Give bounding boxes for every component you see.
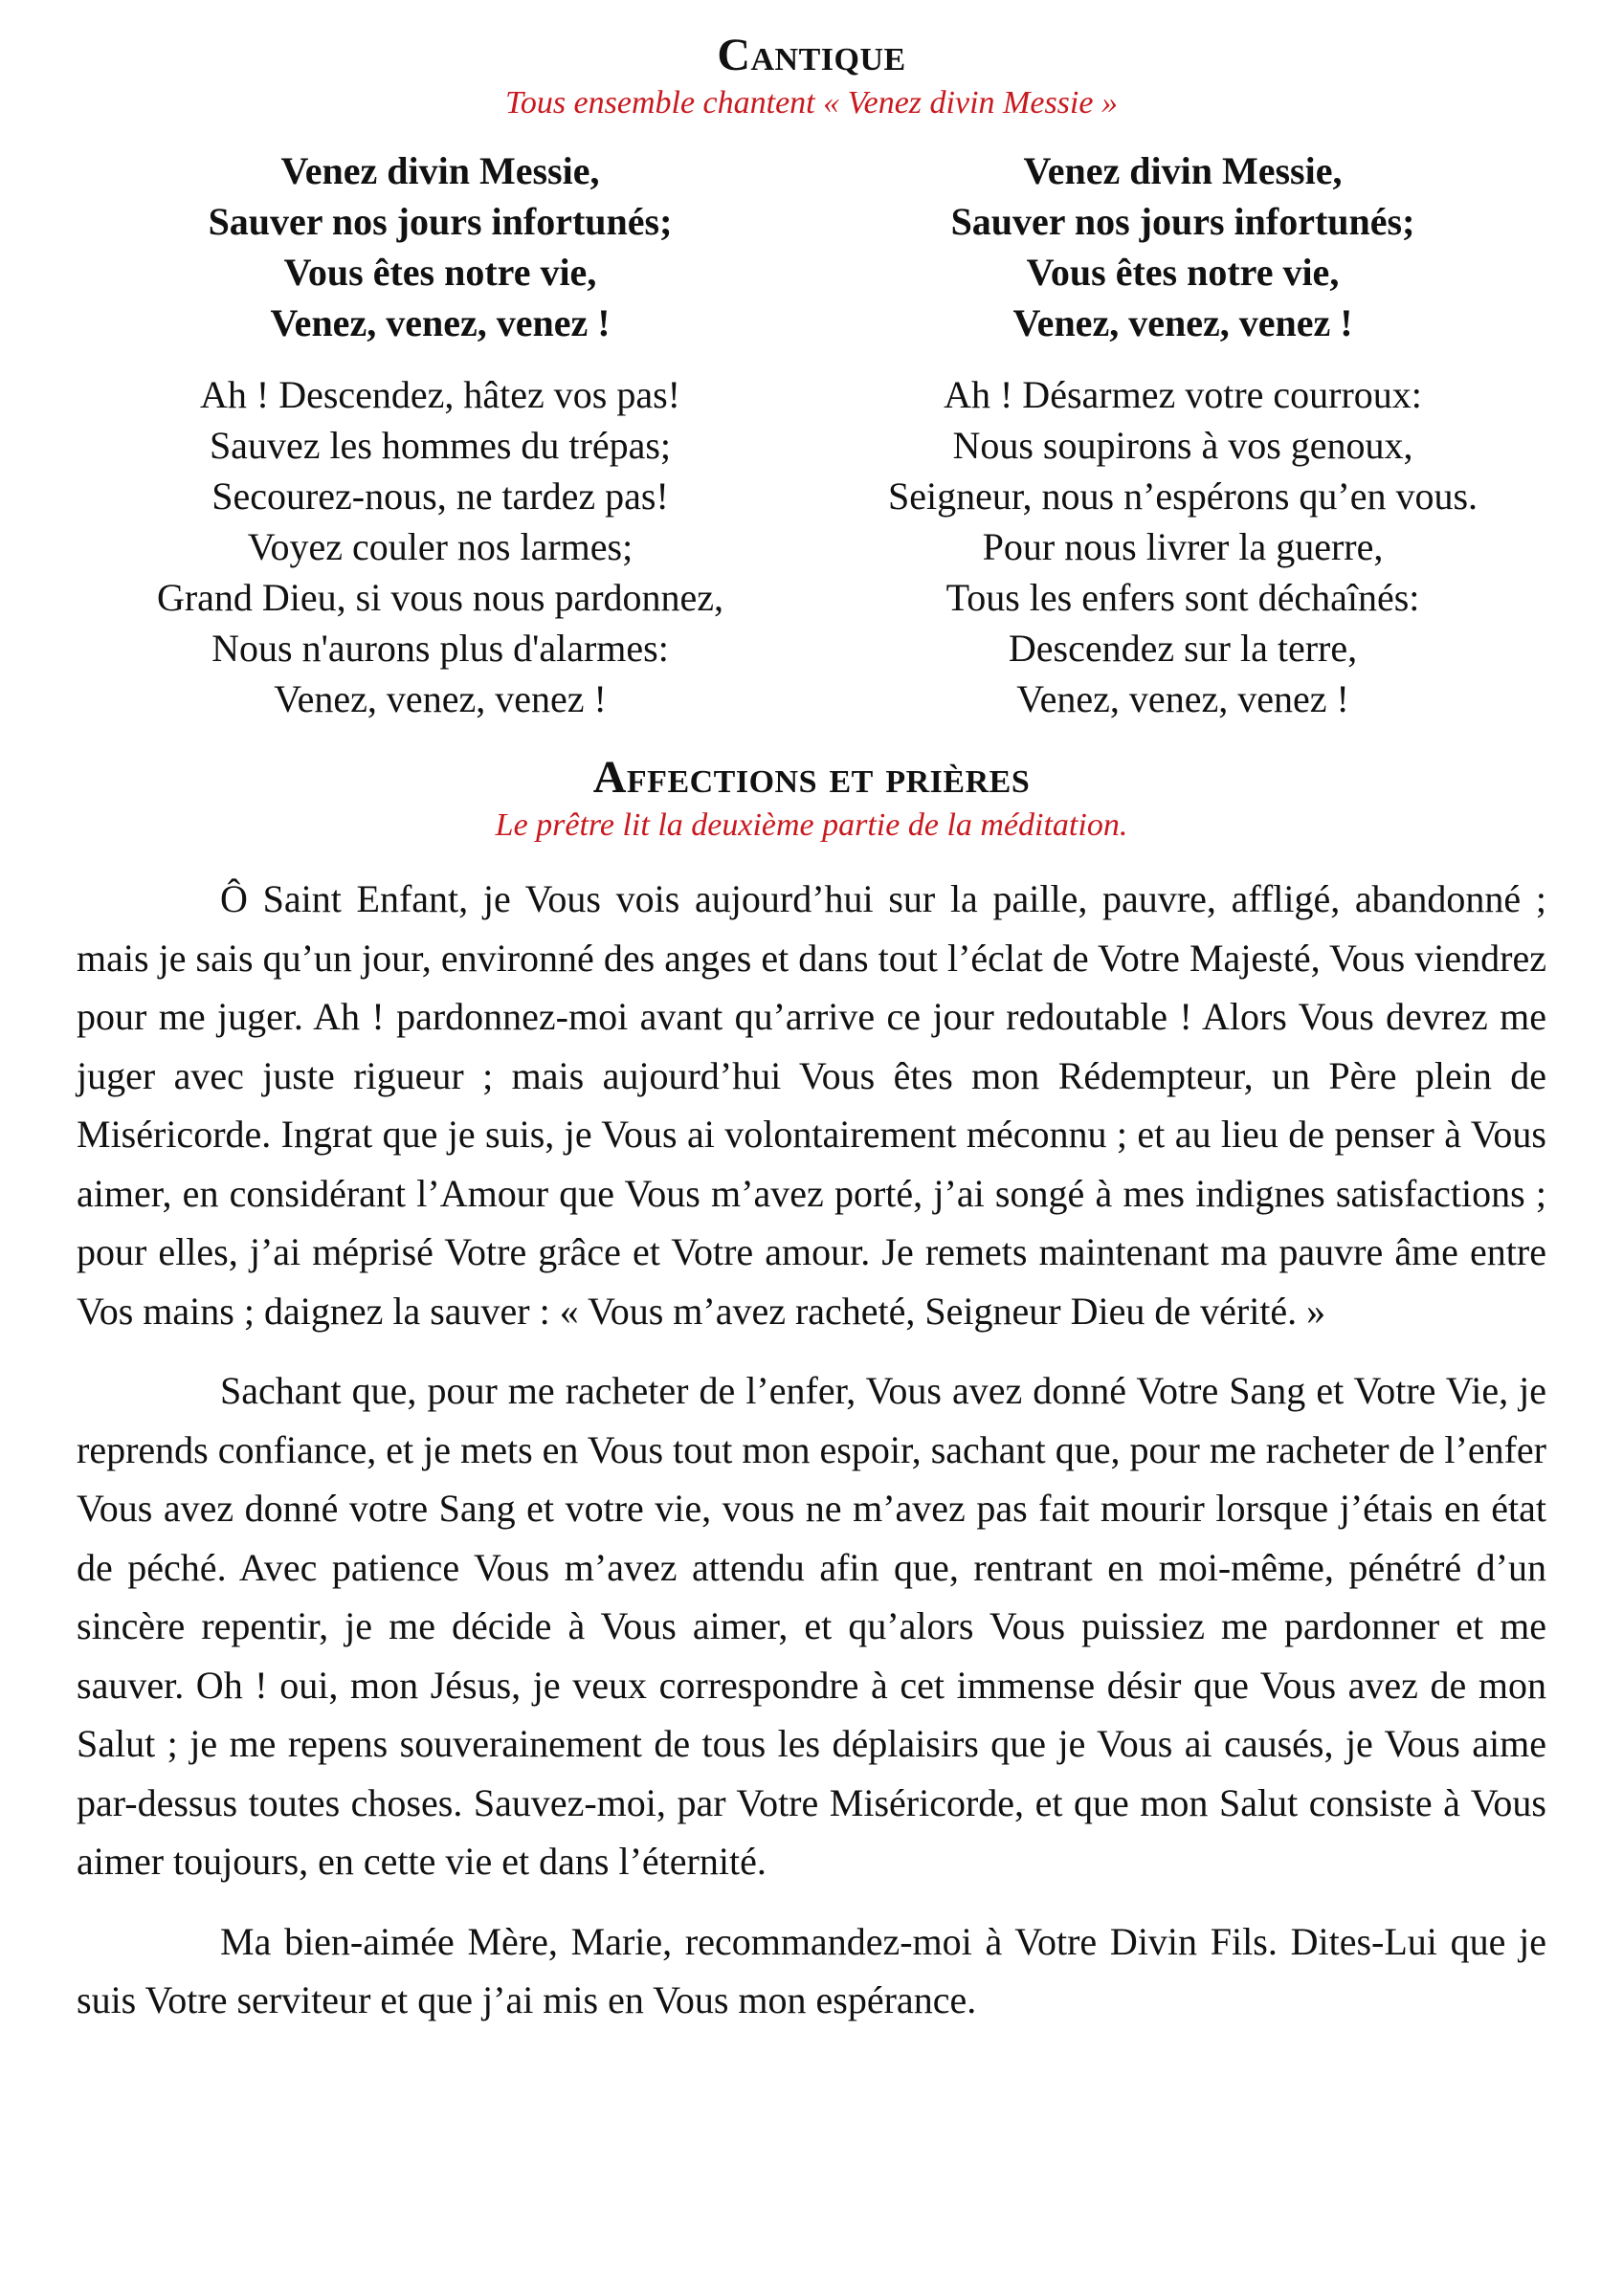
verse-line: Ah ! Désarmez votre courroux: (944, 373, 1422, 416)
refrain-line: Venez divin Messie, (1023, 149, 1343, 192)
verse-line: Voyez couler nos larmes; (247, 525, 634, 568)
refrain-line: Venez divin Messie, (280, 149, 600, 192)
verse-line: Pour nous livrer la guerre, (982, 525, 1384, 568)
verse-line: Nous soupirons à vos genoux, (952, 424, 1413, 467)
verse-line: Grand Dieu, si vous nous pardonnez, (156, 576, 724, 619)
hymn-column-right (819, 145, 1546, 724)
verse-line: Venez, venez, venez ! (274, 677, 607, 720)
verse-line: Venez, venez, venez ! (1016, 677, 1349, 720)
refrain-line: Vous êtes notre vie, (283, 251, 597, 294)
refrain-line: Vous êtes notre vie, (1026, 251, 1340, 294)
refrain-line: Venez, venez, venez ! (1012, 301, 1353, 344)
verse-line: Nous n'aurons plus d'alarmes: (211, 627, 669, 670)
verse-line: Sauvez les hommes du trépas; (209, 424, 672, 467)
cantique-rubric: Tous ensemble chantent « Venez divin Messie » (505, 85, 1118, 121)
refrain-line: Venez, venez, venez ! (270, 301, 611, 344)
prayer-paragraph: Sachant que, pour me racheter de l’enfer, Vous avez donné Votre Sang et Votre Vie, je reprends confiance, et je mets en Vous tout mon espoir, sachant que, pour me racheter de l’enfer Vous avez donné votre Sang et votre vie, vous ne m’avez pas fait mourir lorsque j’étais en état de péché. Avec patience Vous m’avez attendu afin que, rentrant en moi-même, pénétré d’un sincère repentir, je me décide à Vous aimer, et qu’alors Vous puissiez me pardonner et me sauver. Oh ! oui, mon Jésus, je veux correspondre à cet immense désir que Vous avez de mon Salut ; je me repens souverainement de tous les déplaisirs que je Vous ai causés, je Vous aime par-dessus toutes choses. Sauvez-moi, par Votre Miséricorde, et que mon Salut consiste à Vous aimer toujours, en cette vie et dans l’éternité. (77, 1369, 1546, 1883)
affections-section (77, 751, 1546, 2030)
affections-rubric: Le prêtre lit la deuxième partie de la méditation. (495, 807, 1128, 843)
affections-title: Affections et prières (592, 752, 1031, 803)
verse-line: Seigneur, nous n’espérons qu’en vous. (887, 475, 1478, 518)
cantique-title: Cantique (717, 30, 906, 80)
refrain-line: Sauver nos jours infortunés; (950, 200, 1415, 243)
prayer-paragraph: Ma bien-aimée Mère, Marie, recommandez-moi à Votre Divin Fils. Dites-Lui que je suis Votre serviteur et que j’ai mis en Vous mon espérance. (77, 1919, 1546, 2021)
hymn-column-left (77, 145, 804, 724)
verse-line: Ah ! Descendez, hâtez vos pas! (199, 373, 680, 416)
verse-line: Descendez sur la terre, (1008, 627, 1358, 670)
hymn-columns (77, 145, 1546, 724)
verse-1 (77, 369, 804, 724)
prayer-paragraph: Ô Saint Enfant, je Vous vois aujourd’hui sur la paille, pauvre, affligé, abandonné ; mais je sais qu’un jour, environné des anges et dans tout l’éclat de Votre Majesté, Vous viendrez pour me juger. Ah ! pardonnez-moi avant qu’arrive ce jour redoutable ! Alors Vous devrez me juger avec juste rigueur ; mais aujourd’hui Vous êtes mon Rédempteur, un Père plein de Miséricorde. Ingrat que je suis, je Vous ai volontairement méconnu ; et au lieu de penser à Vous aimer, en considérant l’Amour que Vous m’avez porté, j’ai songé à mes indignes satisfactions ; pour elles, j’ai méprisé Votre grâce et Votre amour. Je remets maintenant ma pauvre âme entre Vos mains ; daignez la sauver : « Vous m’avez racheté, Seigneur Dieu de vérité. » (77, 877, 1546, 1333)
refrain-left (77, 145, 804, 348)
verse-2 (819, 369, 1546, 724)
refrain-line: Sauver nos jours infortunés; (208, 200, 673, 243)
refrain-right (819, 145, 1546, 348)
verse-line: Tous les enfers sont déchaînés: (945, 576, 1420, 619)
verse-line: Secourez-nous, ne tardez pas! (211, 475, 669, 518)
